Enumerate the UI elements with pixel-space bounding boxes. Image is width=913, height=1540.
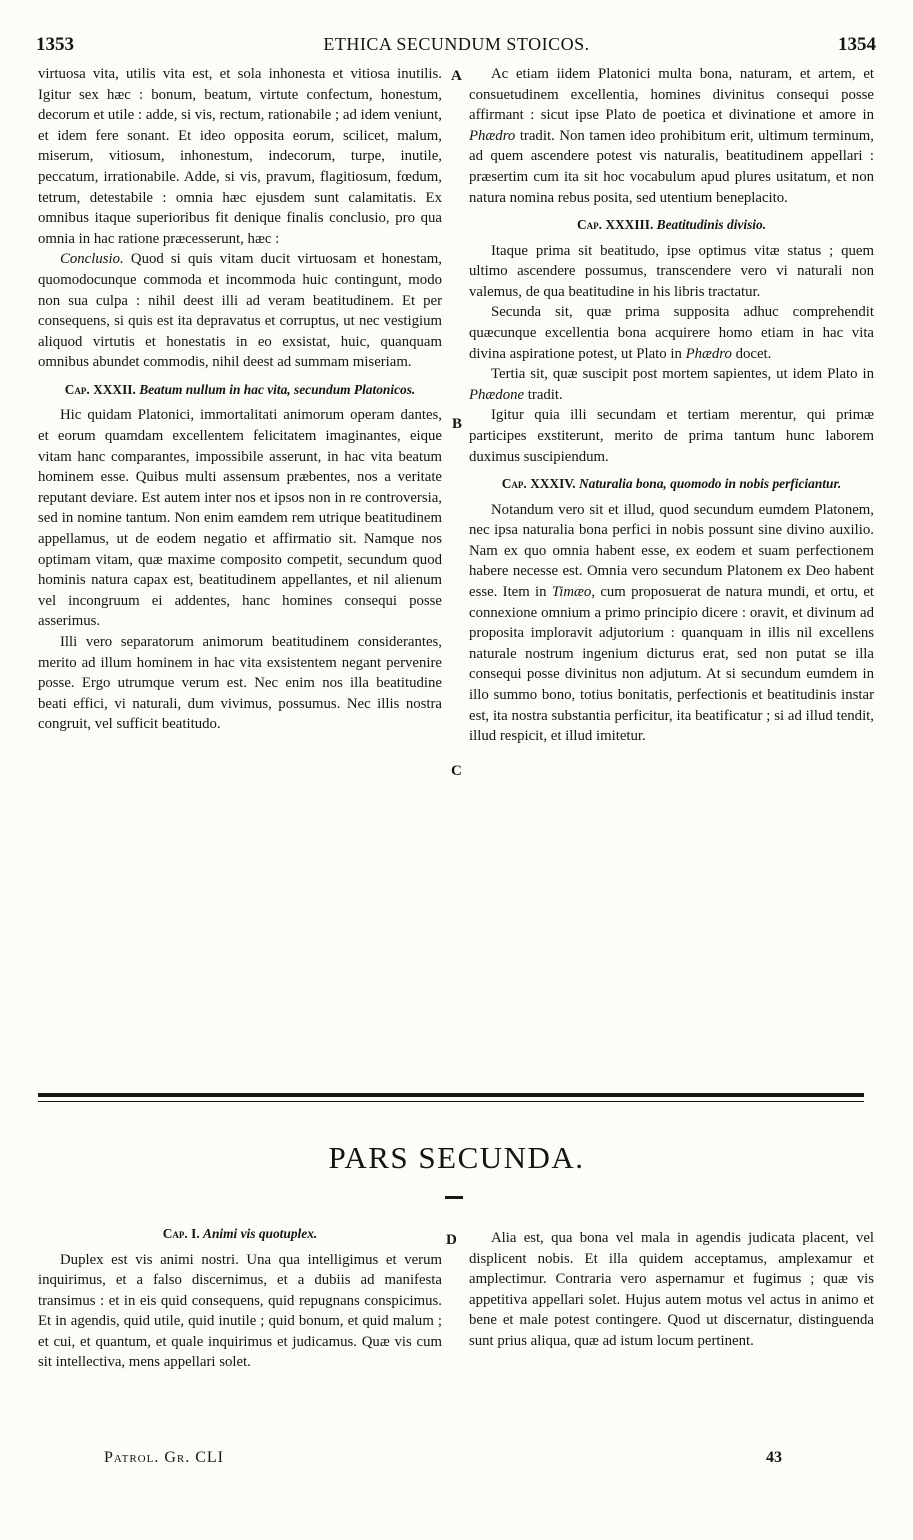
title-dash <box>445 1196 463 1199</box>
paragraph: Itaque prima sit beatitudo, ipse optimus vitæ status ; quem ultimo ascendere possumus, transcendere vero vi naturali non valemus, de qua beatitudine in his libris tractatur. <box>469 242 874 300</box>
bottom-left-column <box>38 1226 442 1373</box>
section-divider-thin <box>38 1101 864 1102</box>
chapter-title: Beatum nullum in hac vita, secundum Platonicos. <box>139 381 416 397</box>
paragraph: virtuosa vita, utilis vita est, et sola inhonesta et vitiosa inutilis. Igitur sex hæc : bonum, beatum, virtute confectum, honestum, decorum et utile : adde, si vis, rectum, rationabile ; ad idem veniunt, et idem fere sonant. Et ideo opposita eorum, scilicet, malum, miserum, vitiosum, inhonestum, indecorum, turpe, inutile, peccatum, irrationabile. Adde, si vis, pravum, flagitiosum, fœdum, tetrum, detestabile : omnia hæc ejusdem sunt calamitatis. Ex omnibus itaque superioribus fit denique finalis conclusio, pro qua omnia in hac ratione præcesserunt, hæc : <box>38 66 442 247</box>
chapter-number: Cap. I. <box>162 1226 200 1241</box>
paragraph: Igitur quia illi secundam et tertiam merentur, qui primæ participes exstiterunt, merito de prima tantum hunc laborem duximus suscipiendum. <box>469 407 874 465</box>
page-number-left: 1353 <box>36 34 74 55</box>
paragraph: Notandum vero sit et illud, quod secundum eumdem Platonem, nec ipsa naturalia bona perfici in nobis possunt sine divino auxilio. Nam ex quo omnia habent esse, ex eodem et suam perfectionem habere necesse est. Omnia vero secundum Platonem ex Deo habent esse. Item in Timæo, cum proposuerat de natura mundi, et ortu, et connexione omnium a primo principio dicere : oravit, et divinum ad proposita imploravit adjutorium : quanquam in illis nil excellens naturale nostrum ingenium dicturus erat, sed non putat se illa consequi posse divinitus non adjutum. At si secundum eumdem in illo summo bono, totius bonitatis, perfectionis et beatitudinis instar est, ita nostra substantia perficitur, ita beatificatur ; si ad illud tendit, illud respicit, et illud imitetur. <box>469 501 874 745</box>
chapter-heading-32 <box>38 382 442 399</box>
chapter-number: Cap. XXXIII. <box>576 217 654 233</box>
chapter-heading-33 <box>469 217 874 234</box>
paragraph: Secunda sit, quæ prima supposita adhuc comprehendit quæcunque excellentia bona acquirere homo etiam in hac vita divina aspiratione potest, ut Plato in Phædro docet. <box>469 304 874 362</box>
paragraph: Tertia sit, quæ suscipit post mortem sapientes, ut idem Plato in Phædone tradit. <box>469 366 874 403</box>
margin-mark-b: B <box>452 416 463 432</box>
running-title: ETHICA SECUNDUM STOICOS. <box>323 34 590 54</box>
left-column <box>38 64 442 735</box>
margin-mark-a: A <box>451 68 462 84</box>
chapter-number: Cap. XXXIV. <box>501 476 576 492</box>
paragraph: Ac etiam iidem Platonici multa bona, naturam, et artem, et consuetudinem excellentia, homines divinitus consequi posse affirmant : sicut ipse Plato de poetica et divinatione et amore in Phædro tradit. Non tamen ideo prohibitum erit, ultimum terminum, ad quem ascendere potest vis naturalis, beatitudinem appellari : præsertim cum ita sit hoc vocabulum apud plures usitatum, et non natura nomina rebus posita, sed utentium beneplacito. <box>469 66 874 206</box>
chapter-number: Cap. XXXII. <box>64 381 136 397</box>
chapter-title: Animi vis quotuplex. <box>203 1226 318 1241</box>
conclusio-label: Conclusio. <box>60 251 124 268</box>
chapter-heading-1 <box>38 1226 442 1243</box>
part-title: PARS SECUNDA. <box>328 1140 585 1175</box>
footer-series: Patrol. Gr. CLI <box>104 1449 225 1466</box>
right-column <box>469 64 874 747</box>
bottom-right-column <box>469 1228 874 1352</box>
paragraph: Illi vero separatorum animorum beatitudinem considerantes, merito ad illum hominem in hac vita exsistentem negant pervenire posse. Ergo utrumque verum est. Nec enim nos illa beatitudine beati effici, vi naturali, dum vivimus, possumus. Nec illis nostra congruit, vel sufficit beatitudo. <box>38 633 442 733</box>
page-number-right: 1354 <box>838 34 876 55</box>
footer-signature: 43 <box>766 1449 782 1466</box>
paragraph: Hic quidam Platonici, immortalitati animorum operam dantes, et eorum quamdam excellentem felicitatem imaginantes, eique vitam hanc comparantes, impossibile asserunt, in hac vita beatum hominem esse. Quibus multi assensum præbentes, nos a veritate reputant deviare. Est autem inter nos et ipsos non in re controversia, sed in nomine tantum. Non enim eamdem rem utrique beatitudinem appellamus, ut de eodem negatio et affirmatio sit. Namque nos optimam vitam, quæ maxime composito competit, secundum quod hominis natura capax est, beatitudinem appellantes, et nil alienum vel incongruum ei addentes, hanc homines consequi posse asserimus. <box>38 407 442 630</box>
section-divider-thick <box>38 1093 864 1097</box>
chapter-heading-34 <box>469 476 874 493</box>
paragraph: Alia est, qua bona vel mala in agendis judicata placent, vel displicent nobis. Et illa quidem acceptamus, amplexamur et amplectimur. Contraria vero aspernamur et fugimus ; quæ vis appetitiva appellari solet. Hujus autem motus vel actus in animo et bene et male potest contingere. Quod ut discernatur, distinguenda sunt prius aliqua, quæ ad istum locum pertinent. <box>469 1230 874 1349</box>
paragraph: Conclusio. Quod si quis vitam ducit virtuosam et honestam, quomodocunque commoda et incommoda huic contingunt, modo non sua culpa : nihil deest illi ad veram beatitudinem. Et per consequens, si quis est ita depravatus et corruptus, ut nec vestigium aliquod virtutis et honestatis in eo exsistat, huic, quanquam omnibus abundet commodis, nihil deest ad summam miseriam. <box>38 251 442 371</box>
chapter-title: Beatitudinis divisio. <box>656 217 767 233</box>
margin-mark-c: C <box>451 763 462 779</box>
margin-mark-d: D <box>446 1232 457 1248</box>
paragraph: Duplex est vis animi nostri. Una qua intelligimus et verum inquirimus, et a falso discernimus, et a dubiis ad manifesta transimus : et in eis quid consequens, quid repugnans conspicimus. Et in agendis, quid utile, quid inutile ; quid bonum, et quid malum ; et cui, et quantum, et quale inquirimus et judicamus. Quæ vis cum sit intellectiva, mens appellari solet. <box>38 1251 442 1371</box>
chapter-title: Naturalia bona, quomodo in nobis perficiantur. <box>578 476 842 492</box>
